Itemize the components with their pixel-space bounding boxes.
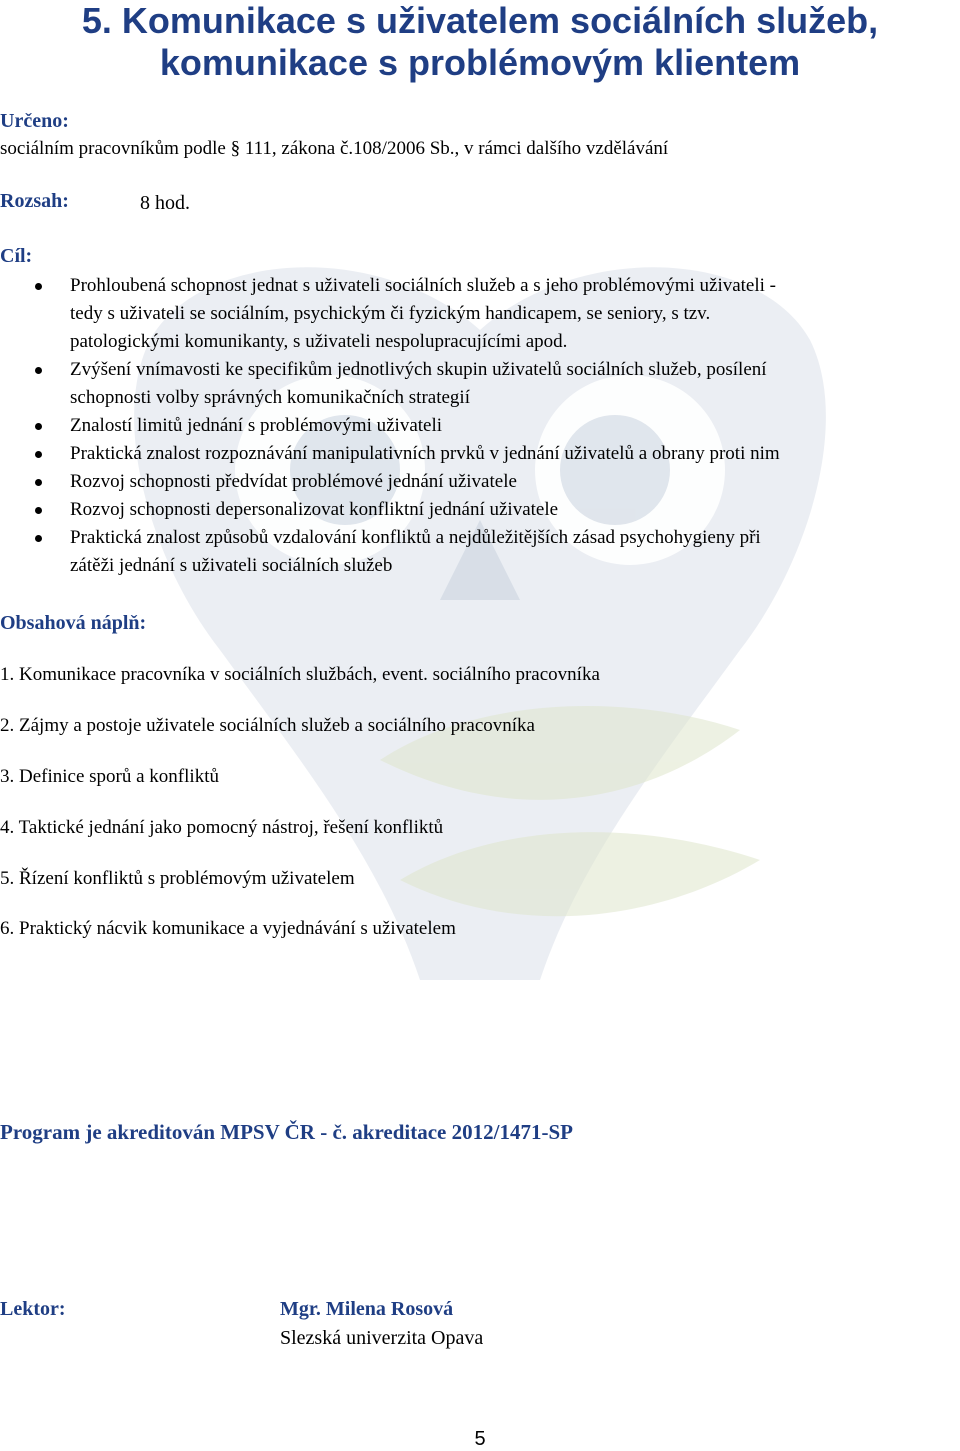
lecturer-name: Mgr. Milena Rosová — [280, 1298, 454, 1320]
goal-item-line: tedy s uživateli se sociálním, psychickým či fyzickým handicapem, se seniory, s tzv. — [70, 303, 711, 324]
title-line-2: komunikace s problémovým klientem — [159, 42, 801, 83]
title-line-1: 5. Komunikace s uživatelem sociálních služeb, — [81, 0, 879, 41]
page-number: 5 — [474, 1428, 486, 1450]
content-topic: 6. Praktický nácvik komunikace a vyjednávání s uživatelem — [0, 918, 456, 939]
intended-label: Určeno: — [0, 110, 69, 132]
lecturer-label: Lektor: — [0, 1298, 66, 1320]
goal-item-line: Znalostí limitů jednání s problémovými uživateli — [70, 415, 443, 436]
goal-item-line: Rozvoj schopnosti depersonalizovat konfliktní jednání uživatele — [70, 499, 559, 520]
content-topic: 1. Komunikace pracovníka v sociálních službách, event. sociálního pracovníka — [0, 664, 600, 685]
content-topic: 2. Zájmy a postoje uživatele sociálních služeb a sociálního pracovníka — [0, 715, 535, 736]
goal-item-line: Rozvoj schopnosti předvídat problémové jednání uživatele — [70, 471, 517, 492]
document-title — [0, 0, 960, 84]
scope-value: 8 hod. — [140, 192, 190, 214]
goal-item — [0, 524, 960, 580]
goal-item-line: Zvýšení vnímavosti ke specifikům jednotlivých skupin uživatelů sociálních služeb, posílení — [70, 359, 767, 380]
goal-item-line: Prohloubená schopnost jednat s uživateli sociálních služeb a s jeho problémovými uživateli - — [70, 275, 776, 296]
accreditation-note: Program je akreditován MPSV ČR - č. akreditace 2012/1471-SP — [0, 1120, 573, 1144]
goal-item — [0, 356, 960, 412]
goal-item — [0, 272, 960, 356]
scope-label: Rozsah: — [0, 190, 69, 212]
content-topic: 5. Řízení konfliktů s problémovým uživatelem — [0, 868, 355, 889]
goal-item-line: Praktická znalost rozpoznávání manipulativních prvků v jednání uživatelů a obrany proti nim — [70, 443, 780, 464]
goal-item — [0, 468, 960, 496]
goal-item-line: schopnosti volby správných komunikačních strategií — [70, 387, 470, 408]
goal-item — [0, 412, 960, 440]
goal-item-line: zátěži jednání s uživateli sociálních služeb — [70, 555, 393, 576]
goal-item-line: patologickými komunikanty, s uživateli nespolupracujícími apod. — [70, 331, 568, 352]
content-topic: 4. Taktické jednání jako pomocný nástroj, řešení konfliktů — [0, 817, 444, 838]
intended-text: sociálním pracovníkům podle § 111, zákona č.108/2006 Sb., v rámci dalšího vzdělávání — [0, 138, 669, 159]
goal-item — [0, 496, 960, 524]
content-label: Obsahová náplň: — [0, 612, 147, 634]
lecturer-institution: Slezská univerzita Opava — [280, 1327, 484, 1349]
goal-list — [0, 272, 960, 580]
goal-label: Cíl: — [0, 245, 33, 267]
content-topic: 3. Definice sporů a konfliktů — [0, 766, 219, 787]
goal-item-line: Praktická znalost způsobů vzdalování konfliktů a nejdůležitějších zásad psychohygieny při — [70, 527, 761, 548]
goal-item — [0, 440, 960, 468]
